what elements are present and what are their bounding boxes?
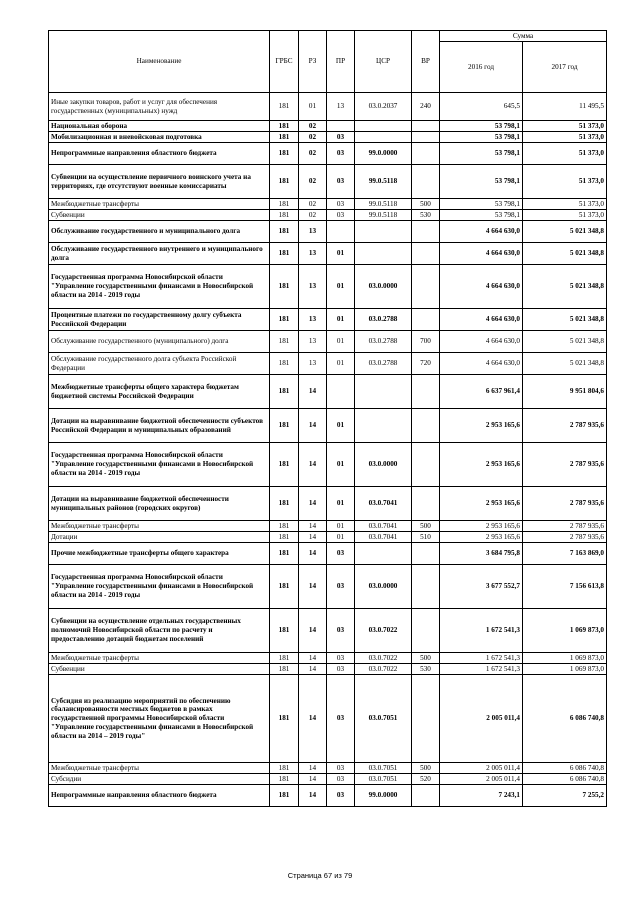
header-2016: 2016 год <box>440 42 523 93</box>
cell-csr <box>355 132 412 143</box>
cell-vr: 700 <box>412 331 440 353</box>
cell-grbs: 181 <box>270 132 299 143</box>
cell-rz: 02 <box>299 143 327 165</box>
cell-vr <box>412 785 440 807</box>
cell-pr: 01 <box>327 443 355 487</box>
cell-csr: 03.0.7041 <box>355 521 412 532</box>
cell-y2017: 6 086 740,8 <box>523 675 607 763</box>
cell-name: Обслуживание государственного (муниципального) долга <box>49 331 270 353</box>
cell-rz: 02 <box>299 199 327 210</box>
cell-y2016: 53 798,1 <box>440 210 523 221</box>
cell-pr: 03 <box>327 143 355 165</box>
cell-y2017: 5 021 348,8 <box>523 331 607 353</box>
table-row <box>49 664 607 675</box>
cell-grbs: 181 <box>270 443 299 487</box>
cell-csr <box>355 243 412 265</box>
cell-y2017: 51 373,0 <box>523 165 607 199</box>
cell-csr <box>355 221 412 243</box>
table-row <box>49 375 607 409</box>
cell-vr <box>412 675 440 763</box>
table-row <box>49 353 607 375</box>
cell-csr: 99.0.5118 <box>355 165 412 199</box>
cell-pr: 03 <box>327 132 355 143</box>
cell-y2016: 4 664 630,0 <box>440 221 523 243</box>
header-csr: ЦСР <box>355 31 412 93</box>
cell-rz: 14 <box>299 609 327 653</box>
cell-y2016: 2 005 011,4 <box>440 675 523 763</box>
cell-y2017: 7 163 869,0 <box>523 543 607 565</box>
cell-name: Субсидии <box>49 774 270 785</box>
cell-vr <box>412 221 440 243</box>
cell-y2017: 5 021 348,8 <box>523 243 607 265</box>
cell-y2017: 51 373,0 <box>523 199 607 210</box>
cell-y2016: 3 677 552,7 <box>440 565 523 609</box>
cell-rz: 14 <box>299 375 327 409</box>
cell-pr: 03 <box>327 543 355 565</box>
cell-y2016: 3 684 795,8 <box>440 543 523 565</box>
cell-csr: 99.0.0000 <box>355 143 412 165</box>
cell-name: Субсидия из реализацию мероприятий по обеспечению сбалансированности местных бюджетов в рамках государственной программы Новосибирской области "Управление государственными финансами в Новосибирской области на 2014 – 2019 годы" <box>49 675 270 763</box>
cell-vr <box>412 409 440 443</box>
cell-name: Обслуживание государственного и муниципального долга <box>49 221 270 243</box>
cell-pr: 01 <box>327 243 355 265</box>
cell-y2017: 2 787 935,6 <box>523 521 607 532</box>
cell-rz: 14 <box>299 521 327 532</box>
cell-y2016: 2 953 165,6 <box>440 409 523 443</box>
cell-name: Непрограммные направления областного бюджета <box>49 143 270 165</box>
cell-csr: 03.0.7022 <box>355 664 412 675</box>
cell-name: Государственная программа Новосибирской области "Управление государственными финансами в Новосибирской области на 2014 - 2019 годы <box>49 565 270 609</box>
table-row <box>49 331 607 353</box>
cell-grbs: 181 <box>270 265 299 309</box>
cell-vr <box>412 609 440 653</box>
cell-pr: 03 <box>327 210 355 221</box>
cell-rz: 14 <box>299 664 327 675</box>
table-row <box>49 210 607 221</box>
cell-grbs: 181 <box>270 143 299 165</box>
table-row <box>49 487 607 521</box>
cell-csr: 03.0.0000 <box>355 265 412 309</box>
cell-y2016: 6 637 961,4 <box>440 375 523 409</box>
cell-y2017: 51 373,0 <box>523 132 607 143</box>
cell-grbs: 181 <box>270 774 299 785</box>
header-2017: 2017 год <box>523 42 607 93</box>
cell-pr: 03 <box>327 774 355 785</box>
cell-vr <box>412 543 440 565</box>
table-row <box>49 785 607 807</box>
table-row <box>49 143 607 165</box>
cell-pr: 01 <box>327 409 355 443</box>
cell-y2016: 2 005 011,4 <box>440 763 523 774</box>
cell-csr: 03.0.7022 <box>355 653 412 664</box>
cell-name: Государственная программа Новосибирской области "Управление государственными финансами в Новосибирской области на 2014 - 2019 годы <box>49 265 270 309</box>
cell-pr: 01 <box>327 331 355 353</box>
cell-vr: 530 <box>412 210 440 221</box>
cell-vr: 510 <box>412 532 440 543</box>
cell-pr: 03 <box>327 675 355 763</box>
cell-name: Субвенции на осуществление отдельных государственных полномочий Новосибирской области по расчету и предоставлению дотаций бюджетам поселений <box>49 609 270 653</box>
cell-vr <box>412 443 440 487</box>
cell-pr: 03 <box>327 763 355 774</box>
cell-grbs: 181 <box>270 664 299 675</box>
cell-csr: 03.0.7051 <box>355 774 412 785</box>
cell-rz: 14 <box>299 653 327 664</box>
cell-pr <box>327 375 355 409</box>
cell-csr: 03.0.2037 <box>355 93 412 121</box>
cell-csr: 03.0.0000 <box>355 443 412 487</box>
cell-y2016: 53 798,1 <box>440 165 523 199</box>
cell-y2016: 1 672 541,3 <box>440 609 523 653</box>
cell-rz: 14 <box>299 774 327 785</box>
cell-csr: 03.0.2788 <box>355 309 412 331</box>
cell-rz: 14 <box>299 532 327 543</box>
header-vr: ВР <box>412 31 440 93</box>
cell-grbs: 181 <box>270 199 299 210</box>
cell-name: Непрограммные направления областного бюджета <box>49 785 270 807</box>
cell-pr: 03 <box>327 199 355 210</box>
cell-vr <box>412 487 440 521</box>
cell-grbs: 181 <box>270 210 299 221</box>
cell-pr: 13 <box>327 93 355 121</box>
cell-grbs: 181 <box>270 653 299 664</box>
cell-y2016: 2 953 165,6 <box>440 443 523 487</box>
table-row <box>49 265 607 309</box>
cell-name: Межбюджетные трансферты <box>49 763 270 774</box>
cell-name: Межбюджетные трансферты <box>49 653 270 664</box>
cell-name: Дотации на выравнивание бюджетной обеспеченности субъектов Российской Федерации и муниципальных образований <box>49 409 270 443</box>
cell-name: Субвенции на осуществление первичного воинского учета на территориях, где отсутствуют военные комиссариаты <box>49 165 270 199</box>
cell-y2016: 1 672 541,3 <box>440 664 523 675</box>
cell-vr: 520 <box>412 774 440 785</box>
cell-pr: 01 <box>327 521 355 532</box>
cell-y2017: 6 086 740,8 <box>523 774 607 785</box>
cell-rz: 14 <box>299 565 327 609</box>
cell-y2017: 7 156 613,8 <box>523 565 607 609</box>
cell-csr: 03.0.7022 <box>355 609 412 653</box>
cell-vr <box>412 132 440 143</box>
cell-y2016: 4 664 630,0 <box>440 309 523 331</box>
cell-y2017: 2 787 935,6 <box>523 409 607 443</box>
cell-csr: 03.0.7051 <box>355 763 412 774</box>
cell-grbs: 181 <box>270 331 299 353</box>
cell-name: Дотации <box>49 532 270 543</box>
cell-y2016: 4 664 630,0 <box>440 331 523 353</box>
cell-y2017: 51 373,0 <box>523 121 607 132</box>
cell-y2016: 2 953 165,6 <box>440 487 523 521</box>
cell-y2017: 11 495,5 <box>523 93 607 121</box>
cell-csr: 99.0.0000 <box>355 785 412 807</box>
cell-pr: 03 <box>327 664 355 675</box>
table-row <box>49 543 607 565</box>
cell-y2017: 5 021 348,8 <box>523 265 607 309</box>
table-row <box>49 565 607 609</box>
cell-vr: 500 <box>412 653 440 664</box>
cell-rz: 14 <box>299 443 327 487</box>
cell-name: Межбюджетные трансферты <box>49 521 270 532</box>
cell-grbs: 181 <box>270 532 299 543</box>
table-row <box>49 221 607 243</box>
cell-name: Прочие межбюджетные трансферты общего характера <box>49 543 270 565</box>
cell-vr <box>412 565 440 609</box>
cell-y2017: 1 069 873,0 <box>523 653 607 664</box>
cell-rz: 02 <box>299 165 327 199</box>
cell-vr: 240 <box>412 93 440 121</box>
cell-rz: 13 <box>299 331 327 353</box>
cell-rz: 01 <box>299 93 327 121</box>
cell-y2017: 5 021 348,8 <box>523 353 607 375</box>
cell-name: Обслуживание государственного долга субъекта Российской Федерации <box>49 353 270 375</box>
cell-vr <box>412 309 440 331</box>
cell-y2016: 2 953 165,6 <box>440 521 523 532</box>
table-row <box>49 521 607 532</box>
cell-grbs: 181 <box>270 243 299 265</box>
cell-y2017: 9 951 804,6 <box>523 375 607 409</box>
header-sum: Сумма <box>440 31 607 42</box>
cell-rz: 13 <box>299 221 327 243</box>
cell-name: Иные закупки товаров, работ и услуг для обеспечения государственных (муниципальных) нужд <box>49 93 270 121</box>
cell-y2016: 4 664 630,0 <box>440 265 523 309</box>
cell-name: Процентные платежи по государственному долгу субъекта Российской Федерации <box>49 309 270 331</box>
table-row <box>49 121 607 132</box>
cell-y2016: 53 798,1 <box>440 132 523 143</box>
cell-csr: 03.0.7041 <box>355 487 412 521</box>
cell-y2016: 53 798,1 <box>440 121 523 132</box>
table-row <box>49 309 607 331</box>
cell-csr: 03.0.2788 <box>355 353 412 375</box>
cell-pr: 03 <box>327 653 355 664</box>
cell-grbs: 181 <box>270 565 299 609</box>
cell-name: Дотации на выравнивание бюджетной обеспеченности муниципальных районов (городских округов) <box>49 487 270 521</box>
cell-rz: 13 <box>299 243 327 265</box>
cell-grbs: 181 <box>270 121 299 132</box>
cell-csr <box>355 375 412 409</box>
table-row <box>49 653 607 664</box>
cell-rz: 13 <box>299 265 327 309</box>
cell-grbs: 181 <box>270 675 299 763</box>
table-row <box>49 165 607 199</box>
header-name: Наименование <box>49 31 270 93</box>
cell-name: Государственная программа Новосибирской области "Управление государственными финансами в Новосибирской области на 2014 - 2019 годы <box>49 443 270 487</box>
table-row <box>49 532 607 543</box>
cell-y2017: 1 069 873,0 <box>523 664 607 675</box>
cell-y2017: 7 255,2 <box>523 785 607 807</box>
cell-grbs: 181 <box>270 409 299 443</box>
cell-name: Субвенции <box>49 664 270 675</box>
cell-vr: 720 <box>412 353 440 375</box>
cell-y2017: 51 373,0 <box>523 210 607 221</box>
cell-y2016: 2 953 165,6 <box>440 532 523 543</box>
cell-name: Межбюджетные трансферты <box>49 199 270 210</box>
cell-csr: 99.0.5118 <box>355 199 412 210</box>
table-row <box>49 132 607 143</box>
cell-y2017: 2 787 935,6 <box>523 532 607 543</box>
cell-name: Субвенции <box>49 210 270 221</box>
table-row <box>49 763 607 774</box>
cell-pr: 03 <box>327 165 355 199</box>
budget-table <box>48 30 607 807</box>
cell-rz: 02 <box>299 210 327 221</box>
table-row <box>49 409 607 443</box>
cell-pr: 01 <box>327 265 355 309</box>
cell-pr: 03 <box>327 565 355 609</box>
cell-vr <box>412 243 440 265</box>
cell-y2017: 2 787 935,6 <box>523 443 607 487</box>
cell-vr <box>412 265 440 309</box>
cell-grbs: 181 <box>270 785 299 807</box>
cell-y2017: 2 787 935,6 <box>523 487 607 521</box>
header-pr: ПР <box>327 31 355 93</box>
cell-grbs: 181 <box>270 221 299 243</box>
cell-vr: 500 <box>412 199 440 210</box>
cell-vr: 530 <box>412 664 440 675</box>
cell-y2016: 4 664 630,0 <box>440 243 523 265</box>
cell-grbs: 181 <box>270 309 299 331</box>
cell-csr: 03.0.7051 <box>355 675 412 763</box>
cell-y2017: 6 086 740,8 <box>523 763 607 774</box>
cell-y2016: 53 798,1 <box>440 199 523 210</box>
cell-y2016: 2 005 011,4 <box>440 774 523 785</box>
cell-pr <box>327 121 355 132</box>
table-row <box>49 93 607 121</box>
cell-pr: 01 <box>327 309 355 331</box>
cell-rz: 14 <box>299 409 327 443</box>
cell-grbs: 181 <box>270 353 299 375</box>
header-rz: РЗ <box>299 31 327 93</box>
cell-rz: 14 <box>299 785 327 807</box>
cell-name: Мобилизационная и вневойсковая подготовка <box>49 132 270 143</box>
cell-vr <box>412 375 440 409</box>
cell-csr <box>355 121 412 132</box>
cell-pr: 01 <box>327 487 355 521</box>
page-number: Страница 67 из 79 <box>287 871 353 880</box>
cell-pr: 03 <box>327 609 355 653</box>
cell-y2016: 53 798,1 <box>440 143 523 165</box>
cell-vr <box>412 165 440 199</box>
cell-y2016: 1 672 541,3 <box>440 653 523 664</box>
cell-csr: 03.0.2788 <box>355 331 412 353</box>
cell-vr <box>412 121 440 132</box>
table-row <box>49 443 607 487</box>
table-row <box>49 675 607 763</box>
cell-csr <box>355 543 412 565</box>
table-row <box>49 609 607 653</box>
cell-y2016: 4 664 630,0 <box>440 353 523 375</box>
cell-y2017: 51 373,0 <box>523 143 607 165</box>
cell-name: Национальная оборона <box>49 121 270 132</box>
cell-y2017: 1 069 873,0 <box>523 609 607 653</box>
cell-grbs: 181 <box>270 763 299 774</box>
cell-grbs: 181 <box>270 375 299 409</box>
cell-rz: 14 <box>299 675 327 763</box>
cell-rz: 14 <box>299 763 327 774</box>
table-row <box>49 243 607 265</box>
cell-rz: 13 <box>299 353 327 375</box>
cell-rz: 14 <box>299 487 327 521</box>
cell-rz: 14 <box>299 543 327 565</box>
cell-csr <box>355 409 412 443</box>
cell-rz: 02 <box>299 132 327 143</box>
cell-csr: 03.0.7041 <box>355 532 412 543</box>
cell-pr: 01 <box>327 532 355 543</box>
cell-pr: 03 <box>327 785 355 807</box>
header-grbs: ГРБС <box>270 31 299 93</box>
cell-vr: 500 <box>412 763 440 774</box>
cell-name: Обслуживание государственного внутреннего и муниципального долга <box>49 243 270 265</box>
table-row <box>49 199 607 210</box>
cell-grbs: 181 <box>270 487 299 521</box>
cell-y2016: 645,5 <box>440 93 523 121</box>
cell-y2017: 5 021 348,8 <box>523 221 607 243</box>
cell-csr: 99.0.5118 <box>355 210 412 221</box>
cell-name: Межбюджетные трансферты общего характера бюджетам бюджетной системы Российской Федерации <box>49 375 270 409</box>
cell-grbs: 181 <box>270 93 299 121</box>
cell-pr: 01 <box>327 353 355 375</box>
table-row <box>49 774 607 785</box>
cell-y2017: 5 021 348,8 <box>523 309 607 331</box>
cell-grbs: 181 <box>270 609 299 653</box>
cell-rz: 02 <box>299 121 327 132</box>
cell-vr <box>412 143 440 165</box>
cell-csr: 03.0.0000 <box>355 565 412 609</box>
cell-rz: 13 <box>299 309 327 331</box>
cell-grbs: 181 <box>270 543 299 565</box>
cell-pr <box>327 221 355 243</box>
cell-grbs: 181 <box>270 165 299 199</box>
cell-vr: 500 <box>412 521 440 532</box>
cell-grbs: 181 <box>270 521 299 532</box>
cell-y2016: 7 243,1 <box>440 785 523 807</box>
